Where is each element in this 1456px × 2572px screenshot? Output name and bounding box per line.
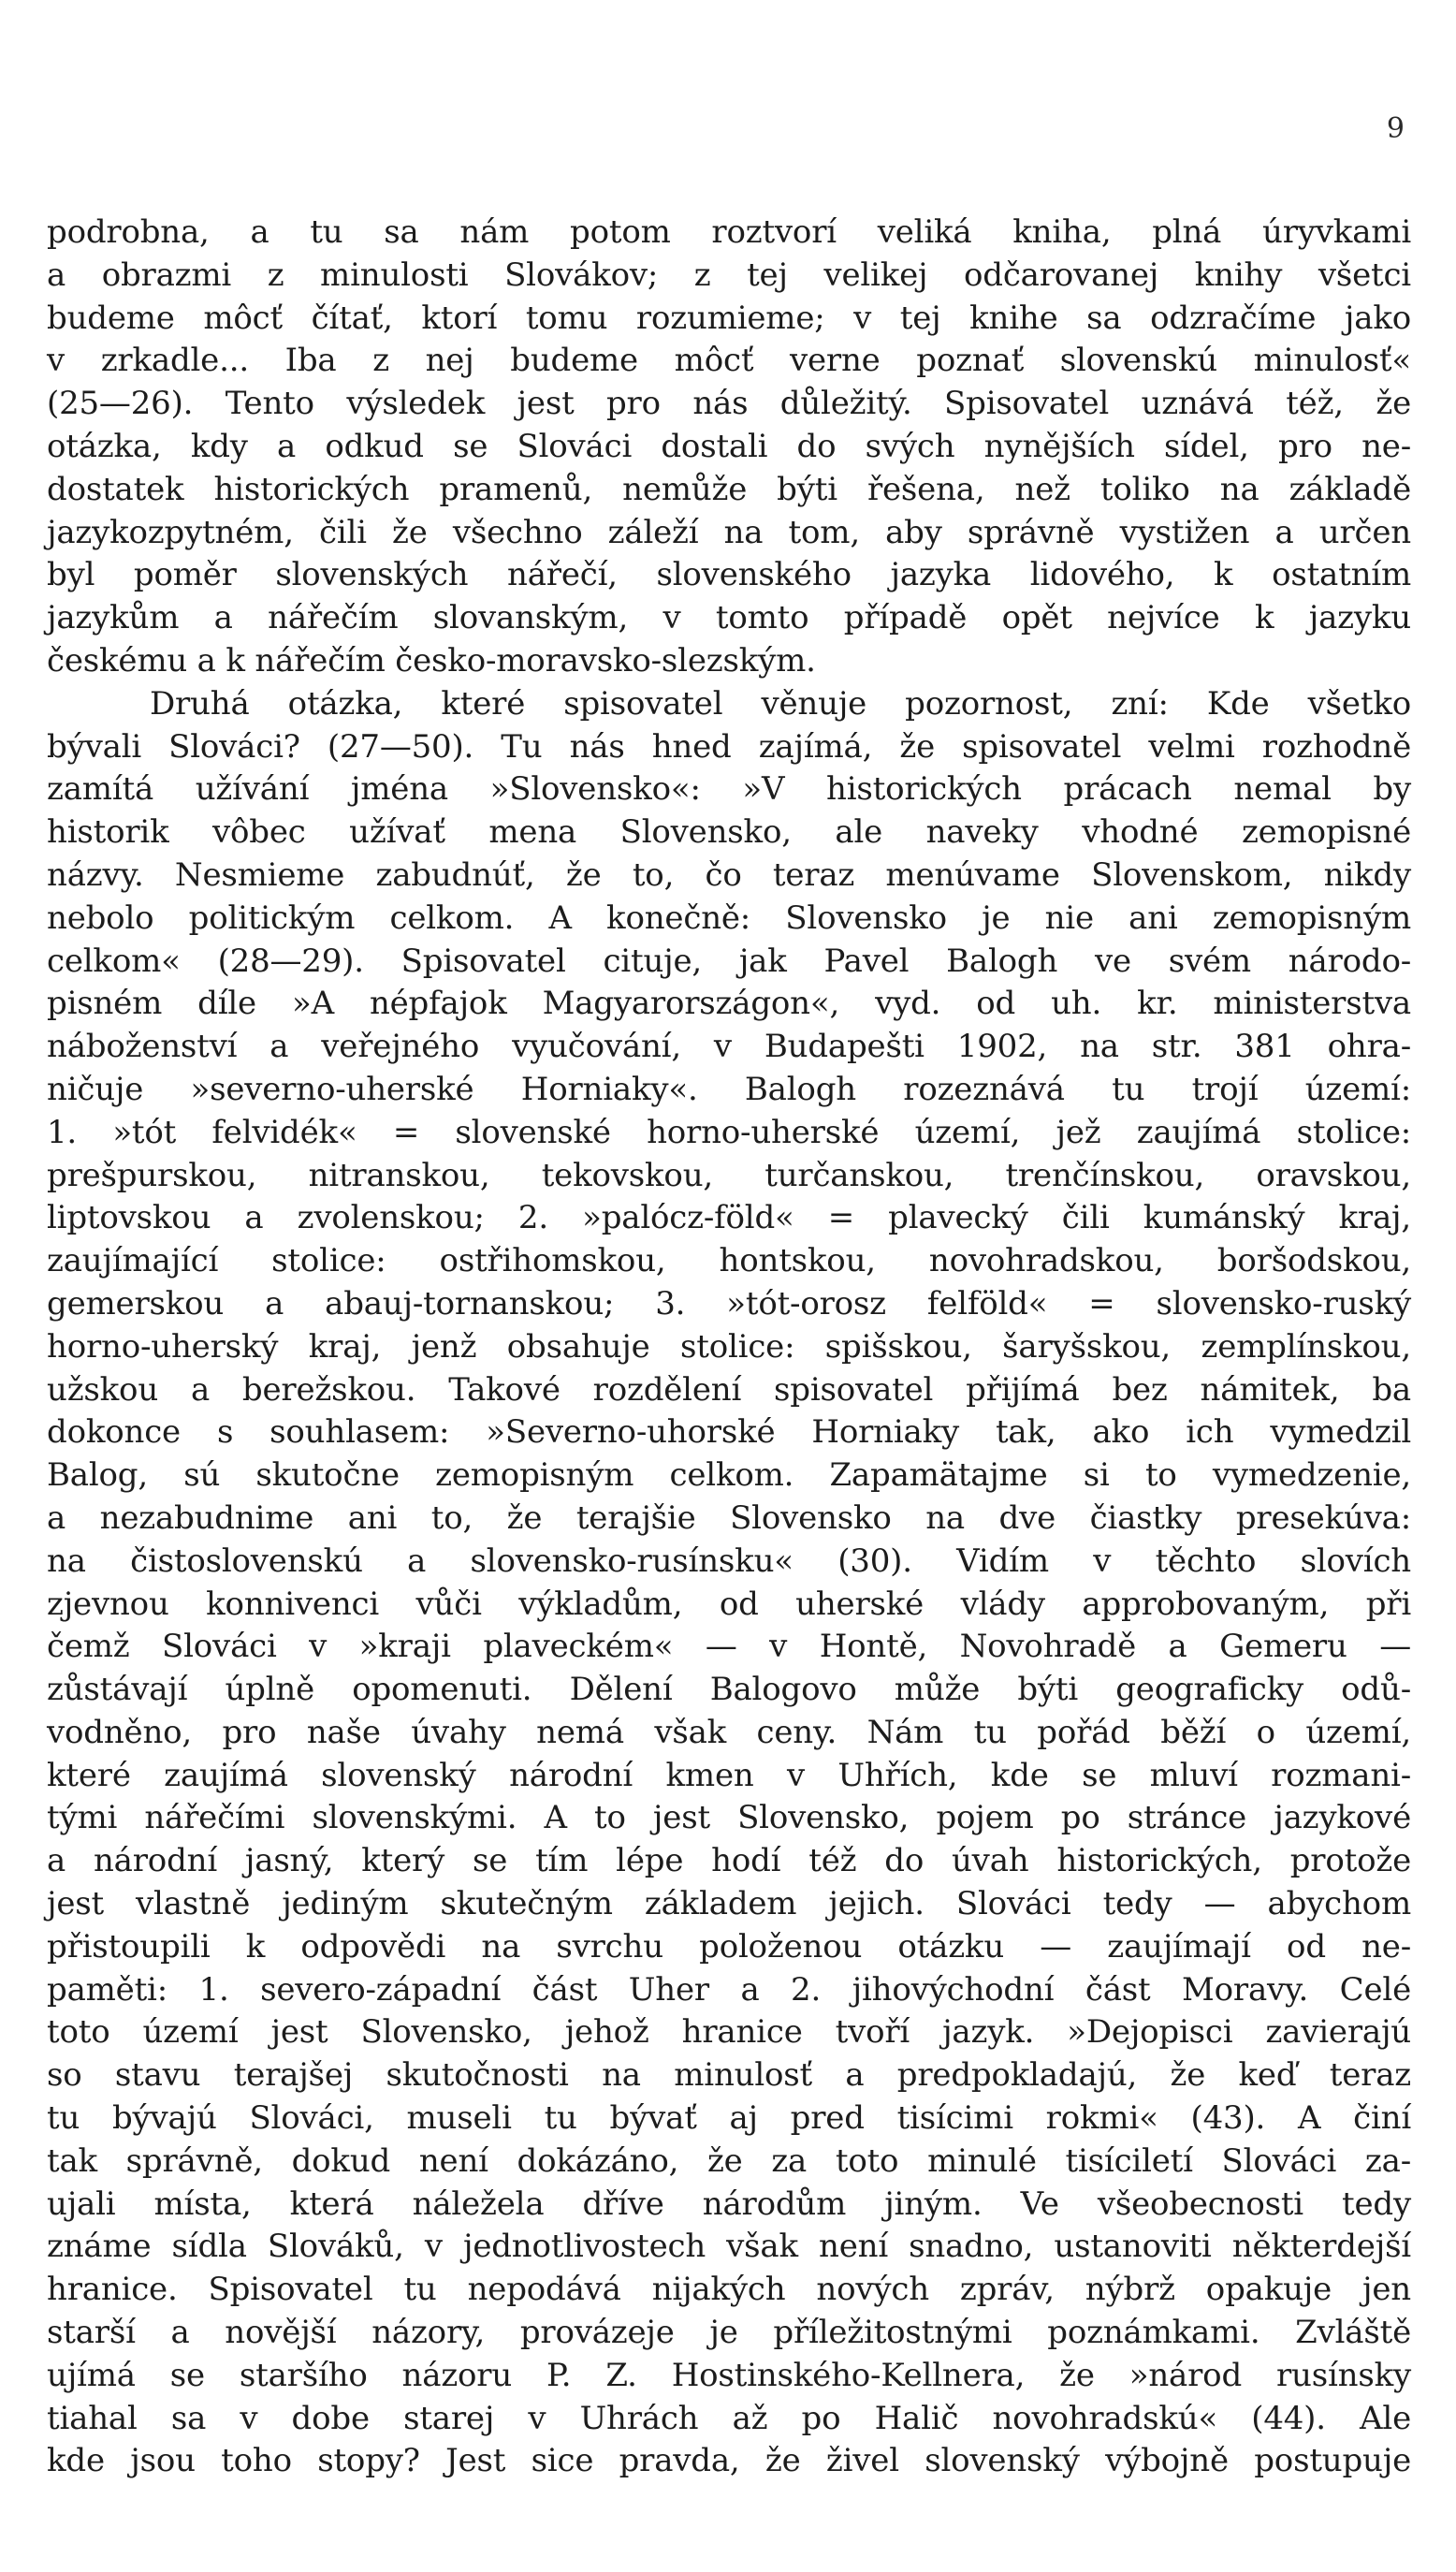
text-line: a národní jasný, který se tím lépe hodí též do úvah historických, protože xyxy=(47,1842,1411,1880)
text-line: liptovskou a zvolenskou; 2. »palócz-föld« = plavecký čili kumánský kraj, xyxy=(47,1199,1411,1237)
text-line: vodněno, pro naše úvahy nemá však ceny. Nám tu pořád běží o území, xyxy=(47,1713,1411,1751)
text-line: jest vlastně jediným skutečným základem jejich. Slováci tedy — abychom xyxy=(47,1885,1411,1923)
text-line: zůstávají úplně opomenuti. Dělení Balogovo může býti geograficky odů- xyxy=(47,1671,1411,1709)
text-line: Balog, sú skutočne zemopisným celkom. Zapamätajme si to vymedzenie, xyxy=(47,1456,1411,1495)
text-line: přistoupili k odpovědi na svrchu položenou otázku — zaujímají od ne- xyxy=(47,1927,1411,1966)
text-line: so stavu terajšej skutočnosti na minulosť a predpokladajú, že keď teraz xyxy=(47,2056,1411,2095)
text-line: tiahal sa v dobe starej v Uhrách až po Halič novohradskú« (44). Ale xyxy=(47,2399,1411,2437)
text-line: historik vôbec užívať mena Slovensko, ale naveky vhodné zemopisné xyxy=(47,813,1411,852)
text-line: budeme môcť čítať, ktorí tomu rozumieme; v tej knihe sa odzračíme jako xyxy=(47,299,1411,337)
text-line: českému a k nářečím česko-moravsko-slezským. xyxy=(47,641,816,680)
text-line: v zrkadle... Iba z nej budeme môcť verne poznať slovenskú minulosť« xyxy=(47,342,1411,380)
text-line: užskou a berežskou. Takové rozdělení spisovatel přijímá bez námitek, ba xyxy=(47,1370,1411,1409)
text-line: gemerskou a abauj-tornanskou; 3. »tót-orosz felföld« = slovensko-ruský xyxy=(47,1284,1411,1323)
text-line: a obrazmi z minulosti Slovákov; z tej velikej odčarovanej knihy všetci xyxy=(47,256,1411,294)
text-line: známe sídla Slováků, v jednotlivostech však není snadno, ustanoviti některdejší xyxy=(47,2228,1411,2266)
text-line: bývali Slováci? (27—50). Tu nás hned zajímá, že spisovatel velmi rozhodně xyxy=(47,727,1411,766)
text-line: ničuje »severno-uherské Horniaky«. Balogh rozeznává tu trojí území: xyxy=(47,1070,1411,1108)
text-line: (25—26). Tento výsledek jest pro nás důležitý. Spisovatel uznává též, že xyxy=(47,385,1411,423)
text-line: náboženství a veřejného vyučování, v Budapešti 1902, na str. 381 ohra- xyxy=(47,1028,1411,1066)
text-line: starší a novější názory, provázeje je příležitostnými poznámkami. Zvláště xyxy=(47,2314,1411,2352)
text-line: jazykozpytném, čili že všechno záleží na tom, aby správně vystižen a určen xyxy=(47,513,1411,551)
text-line: tu bývajú Slováci, museli tu bývať aj pred tisícimi rokmi« (43). A činí xyxy=(47,2099,1411,2138)
text-line: ujímá se staršího názoru P. Z. Hostinského-Kellnera, že »národ rusínsky xyxy=(47,2356,1411,2394)
text-line: tými nářečími slovenskými. A to jest Slovensko, pojem po stránce jazykové xyxy=(47,1799,1411,1837)
text-line: na čistoslovenskú a slovensko-rusínsku« (30). Vidím v těchto slovích xyxy=(47,1542,1411,1580)
text-line: jazykům a nářečím slovanským, v tomto případě opět nejvíce k jazyku xyxy=(47,599,1411,637)
text-line: toto území jest Slovensko, jehož hranice tvoří jazyk. »Dejopisci zavierajú xyxy=(47,2013,1411,2052)
text-line: Druhá otázka, které spisovatel věnuje pozornost, zní: Kde všetko xyxy=(150,684,1411,723)
text-line: čemž Slováci v »kraji plaveckém« — v Hontě, Novohradě a Gemeru — xyxy=(47,1628,1411,1666)
text-line: celkom« (28—29). Spisovatel cituje, jak Pavel Balogh ve svém národo- xyxy=(47,942,1411,980)
text-line: paměti: 1. severo-západní část Uher a 2. jihovýchodní část Moravy. Celé xyxy=(47,1970,1411,2009)
text-line: tak správně, dokud není dokázáno, že za toto minulé tisíciletí Slováci za- xyxy=(47,2141,1411,2180)
text-line: a nezabudnime ani to, že terajšie Slovensko na dve čiastky presekúva: xyxy=(47,1498,1411,1537)
text-line: kde jsou toho stopy? Jest sice pravda, že živel slovenský výbojně postupuje xyxy=(47,2442,1411,2480)
body-text xyxy=(47,212,1411,2483)
text-line: byl poměr slovenských nářečí, slovenského jazyka lidového, k ostatním xyxy=(47,556,1411,594)
text-line: zamítá užívání jména »Slovensko«: »V historických prácach nemal by xyxy=(47,770,1411,809)
text-line: pisném díle »A népfajok Magyarországon«, vyd. od uh. kr. ministerstva xyxy=(47,985,1411,1023)
text-line: názvy. Nesmieme zabudnúť, že to, čo teraz menúvame Slovenskom, nikdy xyxy=(47,855,1411,894)
text-line: podrobna, a tu sa nám potom roztvorí veliká kniha, plná úryvkami xyxy=(47,213,1411,251)
text-line: zjevnou konnivenci vůči výkladům, od uherské vlády approbovaným, při xyxy=(47,1585,1411,1623)
text-line: 1. »tót felvidék« = slovenské horno-uherské území, jež zaujímá stolice: xyxy=(47,1113,1411,1151)
text-line: prešpurskou, nitranskou, tekovskou, turčanskou, trenčínskou, oravskou, xyxy=(47,1156,1411,1194)
text-line: hranice. Spisovatel tu nepodává nijakých nových zpráv, nýbrž opakuje jen xyxy=(47,2271,1411,2309)
text-line: horno-uherský kraj, jenž obsahuje stolice: spišskou, šaryšskou, zemplínskou, xyxy=(47,1327,1411,1366)
text-line: dostatek historických pramenů, nemůže býti řešena, než toliko na základě xyxy=(47,470,1411,508)
text-line: dokonce s souhlasem: »Severno-uhorské Horniaky tak, ako ich vymedzil xyxy=(47,1413,1411,1452)
text-line: otázka, kdy a odkud se Slováci dostali do svých nynějších sídel, pro ne- xyxy=(47,427,1411,465)
page-number: 9 xyxy=(1386,112,1405,145)
text-line: které zaujímá slovenský národní kmen v Uhřích, kde se mluví rozmani- xyxy=(47,1756,1411,1794)
text-line: zaujímající stolice: ostřihomskou, hontskou, novohradskou, boršodskou, xyxy=(47,1242,1411,1280)
text-line: ujali místa, která náležela dříve národům jiným. Ve všeobecnosti tedy xyxy=(47,2185,1411,2223)
text-line: nebolo politickým celkom. A konečně: Slovensko je nie ani zemopisným xyxy=(47,899,1411,937)
